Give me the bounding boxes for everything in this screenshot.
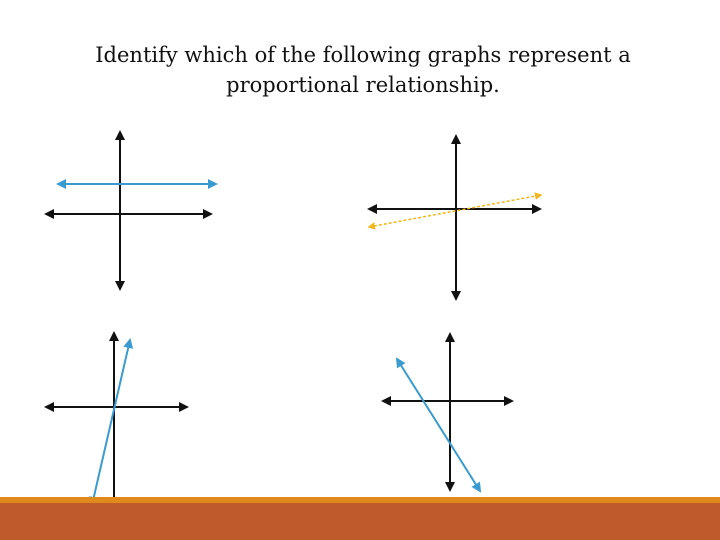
title-line-1: Identify which of the following graphs represent a [95,43,631,67]
title-line-2: proportional relationship. [226,73,500,97]
graph-1 [46,132,216,289]
footer-band [0,503,720,540]
graph-3 [46,333,187,510]
graph-3-steep-line [92,340,130,505]
graph-2 [369,136,541,299]
graph-4 [383,334,512,491]
graph-4-negative-slope-line [397,359,480,491]
